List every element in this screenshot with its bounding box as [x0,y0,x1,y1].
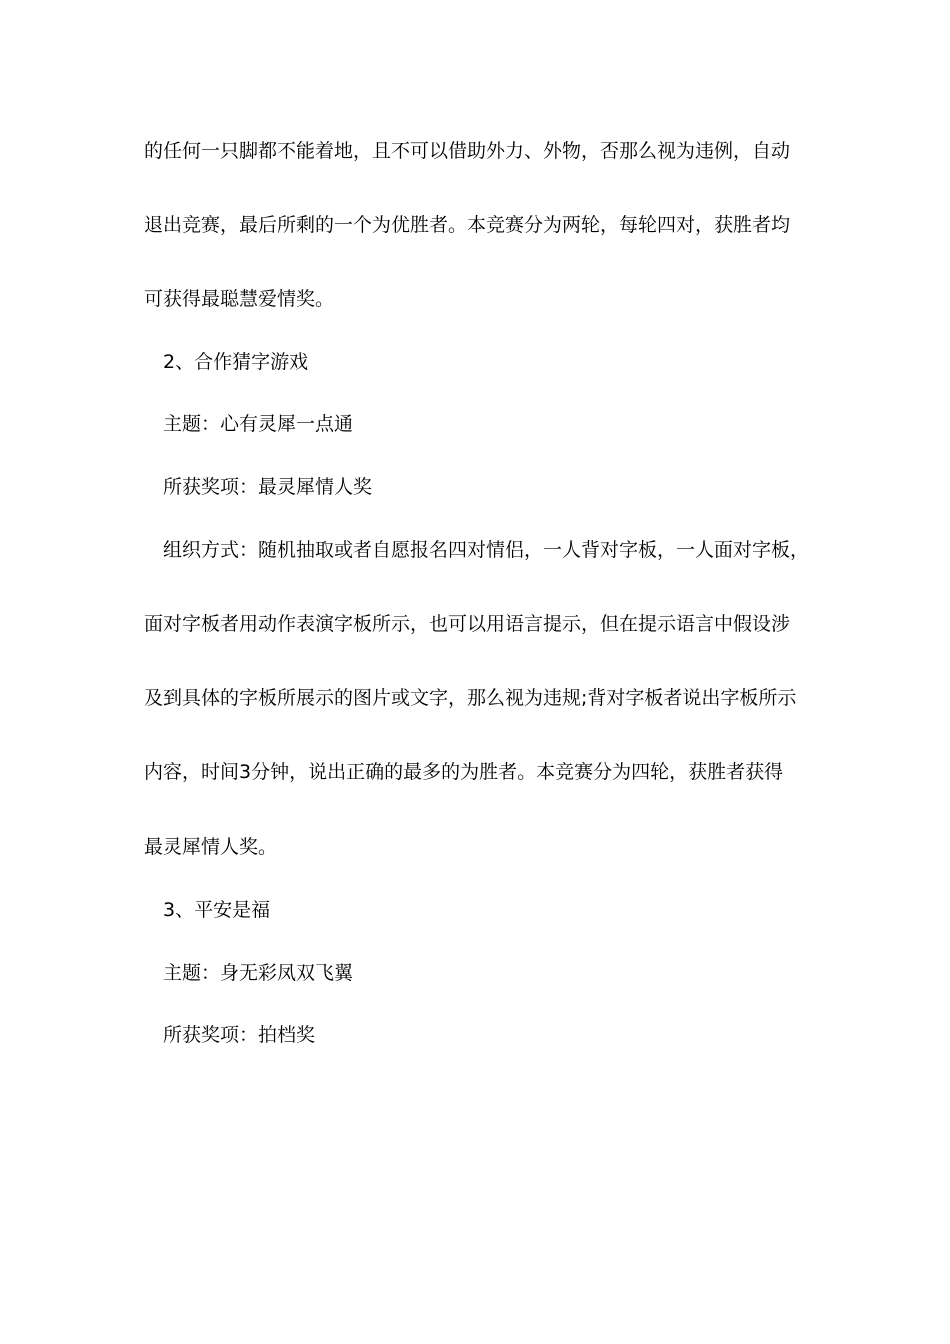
paragraph-line: 的任何一只脚都不能着地，且不可以借助外力、外物，否那么视为违例，自动 [144,140,791,162]
section-heading: 3、平安是福 [163,899,271,921]
paragraph-line: 及到具体的字板所展示的图片或文字，那么视为违规;背对字板者说出字板所示 [144,687,797,709]
paragraph-line: 组织方式：随机抽取或者自愿报名四对情侣，一人背对字板，一人面对字板， [163,539,810,561]
award-line: 所获奖项：拍档奖 [163,1024,316,1046]
paragraph-line: 可获得最聪慧爱情奖。 [144,288,335,310]
theme-line: 主题：身无彩凤双飞翼 [163,962,354,984]
paragraph-line: 退出竞赛，最后所剩的一个为优胜者。本竞赛分为两轮，每轮四对，获胜者均 [144,214,791,236]
paragraph-line: 最灵犀情人奖。 [144,836,278,858]
section-heading: 2、合作猜字游戏 [163,351,309,373]
paragraph-line: 面对字板者用动作表演字板所示，也可以用语言提示，但在提示语言中假设涉 [144,613,791,635]
paragraph-line: 内容，时间3分钟，说出正确的最多的为胜者。本竞赛分为四轮，获胜者获得 [144,761,784,783]
theme-line: 主题：心有灵犀一点通 [163,413,354,435]
award-line: 所获奖项：最灵犀情人奖 [163,476,373,498]
